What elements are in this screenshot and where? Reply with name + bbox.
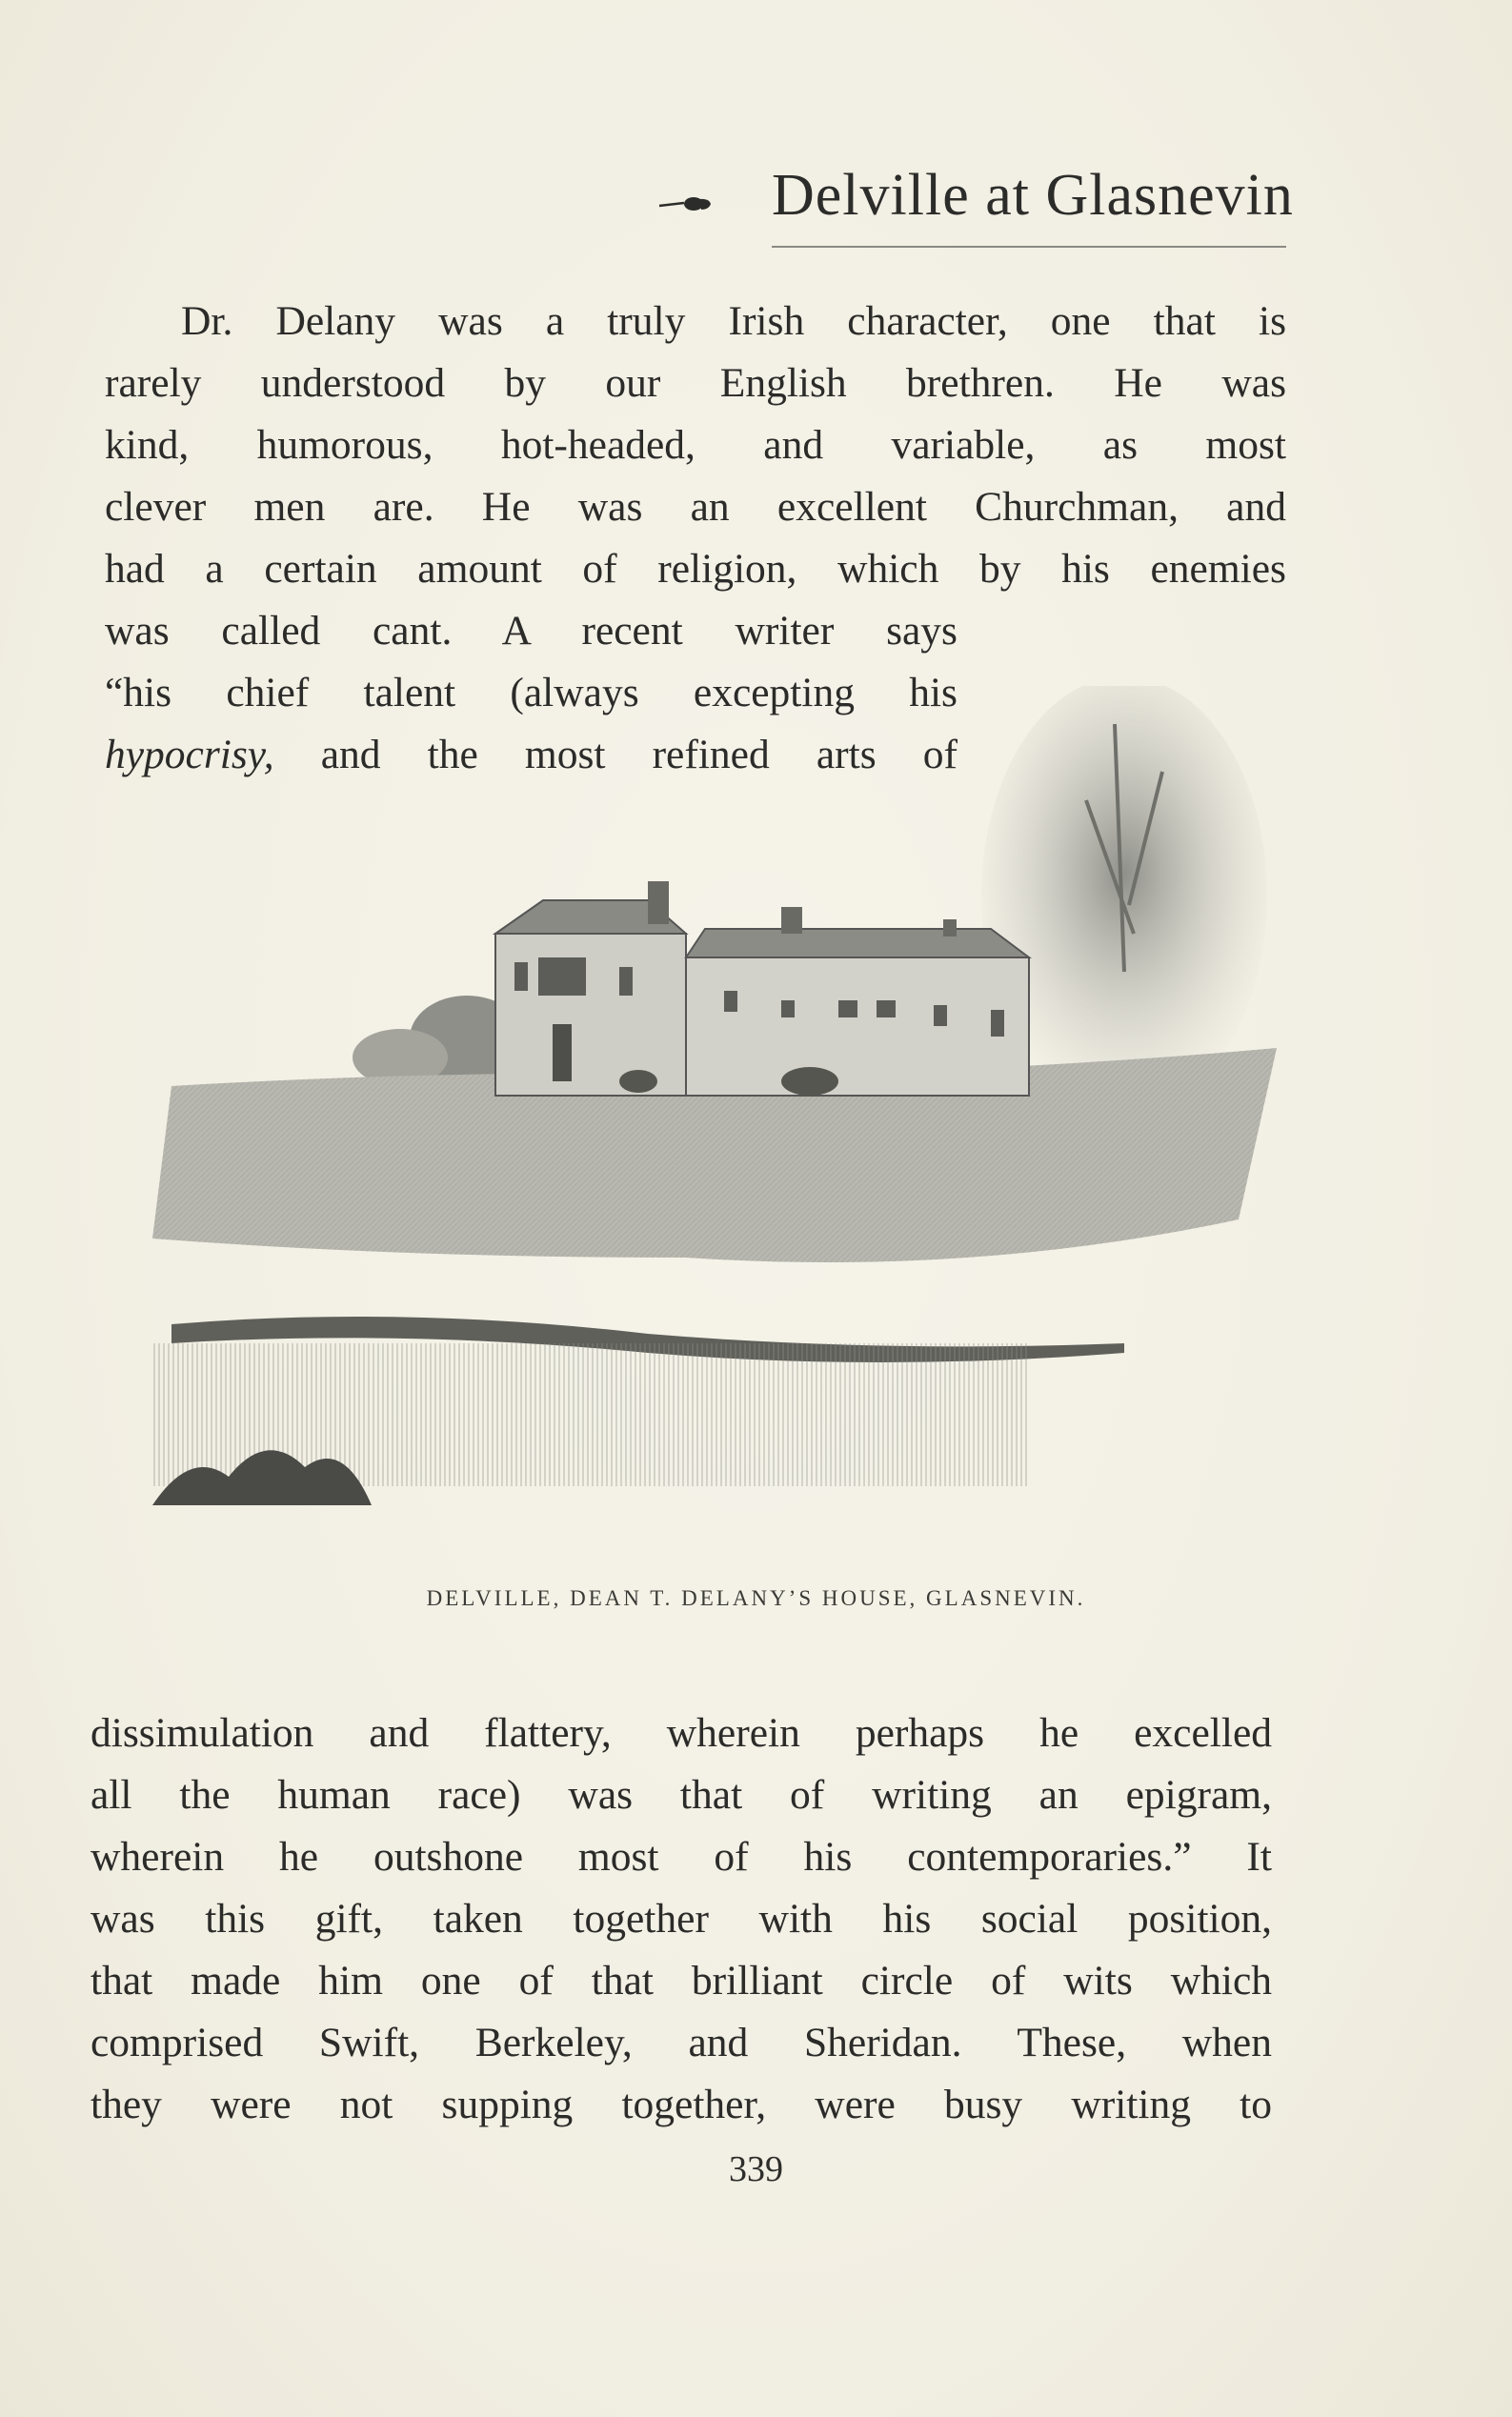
house-landscape-illustration: [114, 686, 1296, 1562]
pointing-hand-ornament-icon: [657, 191, 715, 219]
text-line: Dr. Delany was a truly Irish character, one that is: [181, 298, 1286, 344]
paragraph-1: [105, 291, 1286, 600]
illustration-caption: DELVILLE, DEAN T. DELANY’S HOUSE, GLASNEVIN.: [426, 1586, 1086, 1610]
text-line: that made him one of that brilliant circle of wits which: [91, 1958, 1272, 2004]
running-head: [657, 162, 1294, 257]
text-line: wherein he outshone most of his contemporaries.” It: [91, 1834, 1272, 1880]
text-line: was called cant. A recent writer says: [105, 608, 958, 654]
text-line: all the human race) was that of writing an epigram,: [91, 1772, 1272, 1818]
text-line: kind, humorous, hot-headed, and variable, as most: [105, 422, 1286, 468]
running-head-rule: [772, 246, 1286, 248]
paragraph-2: [91, 1702, 1272, 2136]
page-number: 339: [729, 2149, 783, 2189]
text-fragment: and the most refined arts of: [273, 732, 958, 777]
text-line: rarely understood by our English brethren. He was: [105, 360, 1286, 406]
text-line: they were not supping together, were busy writing to: [91, 2082, 1272, 2127]
running-head-title: Delville at Glasnevin: [772, 163, 1294, 228]
text-line: “his chief talent (always excepting his: [105, 670, 958, 715]
text-line: comprised Swift, Berkeley, and Sheridan. These, when: [91, 2020, 1272, 2065]
text-line: dissimulation and flattery, wherein perhaps he excelled: [91, 1710, 1272, 1756]
text-line: clever men are. He was an excellent Churchman, and: [105, 484, 1286, 530]
text-line: had a certain amount of religion, which by his enemies: [105, 546, 1286, 592]
text-line: was this gift, taken together with his social position,: [91, 1896, 1272, 1942]
italic-word: hypocrisy,: [105, 732, 274, 777]
